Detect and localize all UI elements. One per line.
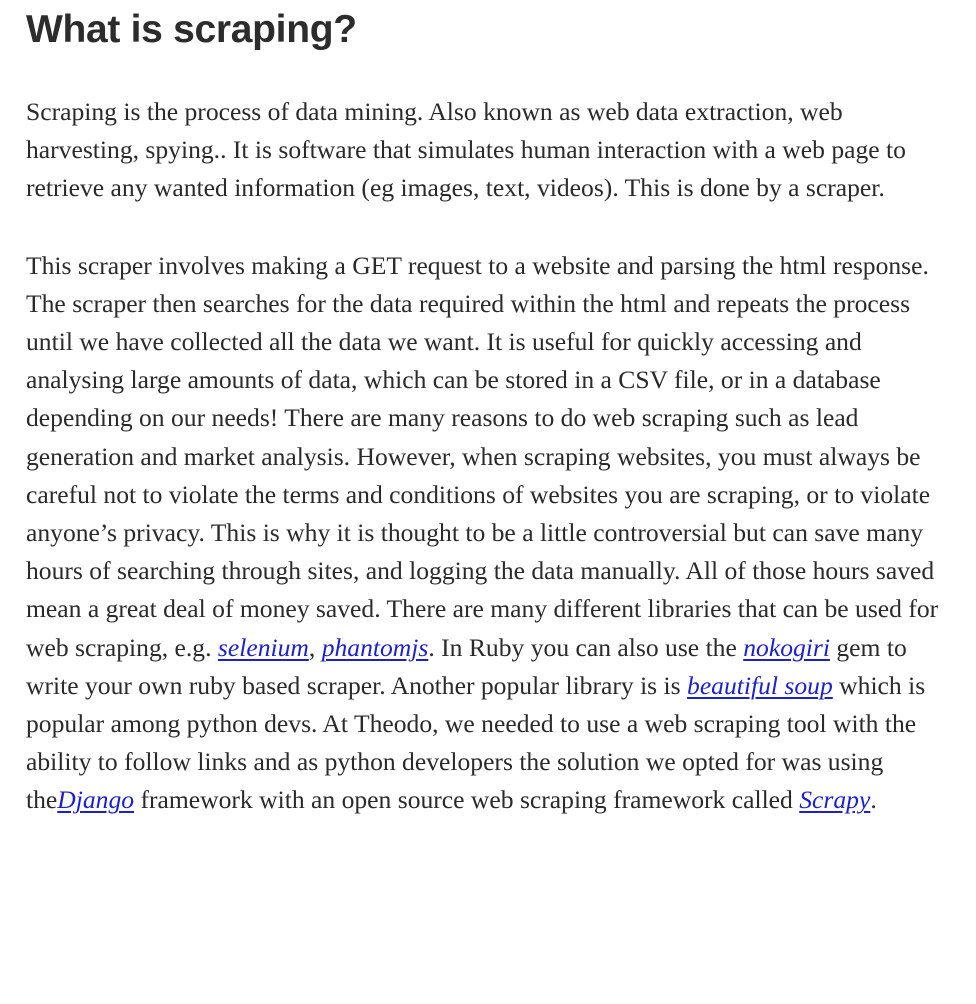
article: [26, 0, 956, 820]
selenium-link[interactable]: selenium: [217, 632, 309, 662]
paragraph-text: This scraper involves making a GET request to a website and parsing the html response. The scraper then searches for the data required within the html and repeats the process until we have collected all the data we want. It is useful for quickly accessing and analysing large amounts of data, which can be stored in a CSV file, or in a database depending on our needs! There are many reasons to do web scraping such as lead generation and market analysis. However, when scraping websites, you must always be careful not to violate the terms and conditions of websites you are scraping, or to violate anyone’s privacy. This is why it is thought to be a little controversial but can save many hours of searching through sites, and logging the data manually. All of those hours saved mean a great deal of money saved. There are many different libraries that can be used for web scraping, e.g.: [26, 250, 939, 662]
paragraph-text: ,: [308, 632, 322, 662]
page-title: What is scraping?: [26, 8, 357, 51]
paragraph-text: .: [870, 785, 877, 815]
scrapy-link[interactable]: Scrapy: [799, 785, 871, 815]
nokogiri-link[interactable]: nokogiri: [743, 632, 830, 662]
django-link[interactable]: Django: [57, 785, 135, 815]
beautiful-soup-link[interactable]: beautiful soup: [687, 670, 833, 700]
paragraph-text: gem to write your own ruby based scraper. Another popular library is is: [26, 632, 907, 700]
paragraph-intro: Scraping is the process of data mining. Also known as web data extraction, web harvesting, spying.. It is software that simulates human interaction with a web page to retrieve any wanted information (eg images, text, videos). This is done by a scraper.: [26, 97, 906, 203]
paragraph-text: which is popular among python devs. At Theodo, we needed to use a web scraping tool with the ability to follow links and as python developers the solution we opted for was using the: [26, 670, 926, 815]
paragraph-details: [26, 247, 956, 820]
paragraph-text: . In Ruby you can also use the: [428, 632, 744, 662]
phantomjs-link[interactable]: phantomjs: [321, 632, 429, 662]
paragraph-text: framework with an open source web scraping framework called: [134, 785, 800, 815]
